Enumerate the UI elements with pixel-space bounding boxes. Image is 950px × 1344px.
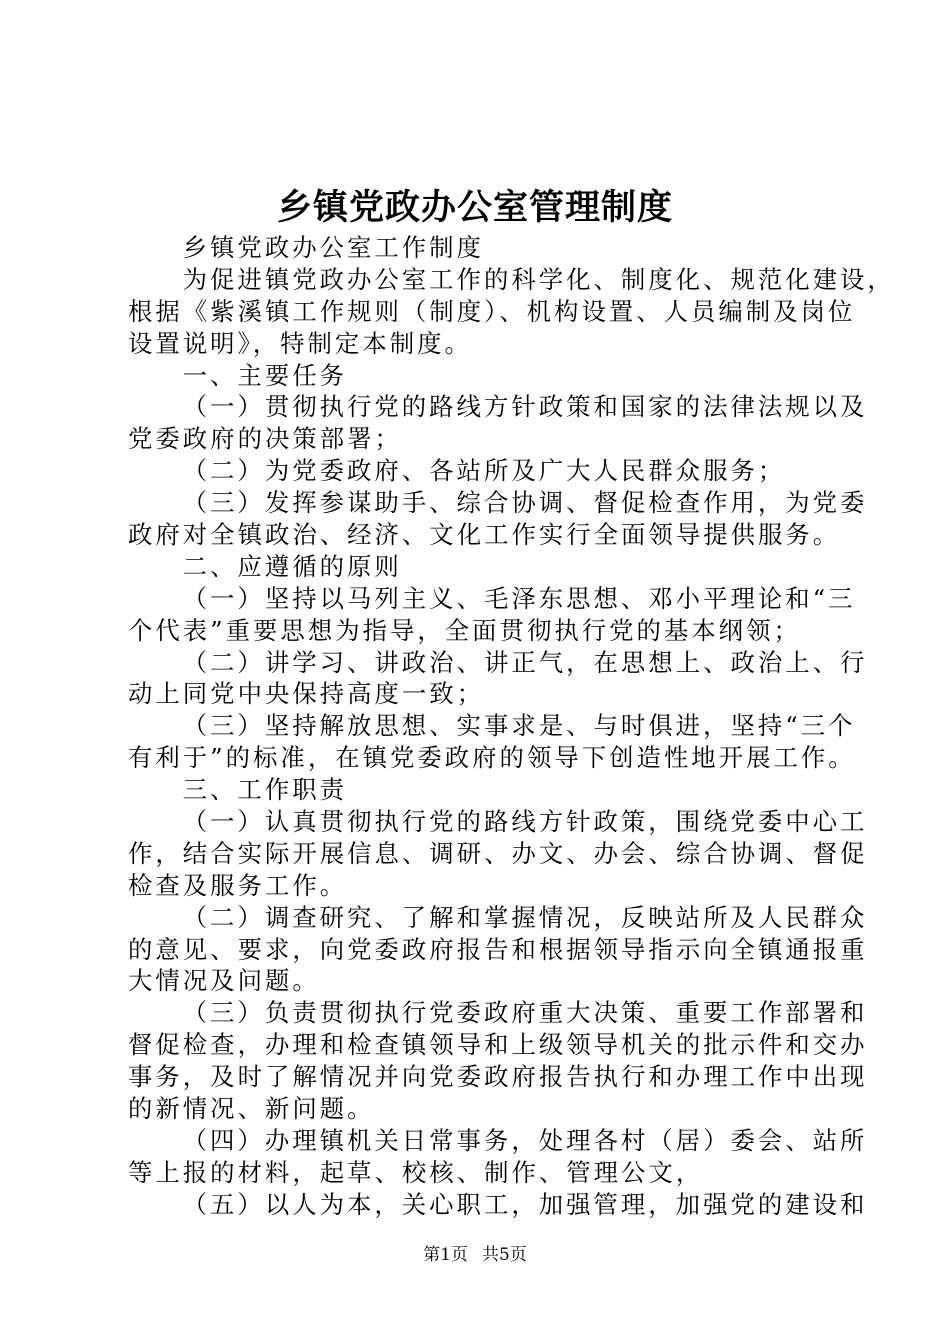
text-line: 大情况及问题。: [128, 966, 320, 996]
text-line: （一）贯彻执行党的路线方针政策和国家的法律法规以及: [182, 392, 868, 422]
text-line: （一）认真贯彻执行党的路线方针政策，围绕党委中心工: [182, 807, 868, 837]
text-line: 一、主要任务: [182, 360, 347, 390]
text-line: （五）以人为本，关心职工，加强管理，加强党的建设和: [182, 1189, 868, 1219]
text-line: 设置说明》，特制定本制度。: [128, 328, 472, 358]
text-line: 二、应遵循的原则: [182, 551, 402, 581]
text-line: 党委政府的决策部署；: [128, 424, 402, 454]
page-total: 共5页: [482, 1245, 527, 1265]
page-number: 第1页: [423, 1245, 468, 1265]
text-line: 的意见、要求，向党委政府报告和根据领导指示向全镇通报重: [128, 934, 868, 964]
text-line: 的新情况、新问题。: [128, 1094, 375, 1124]
text-line: 乡镇党政办公室工作制度: [182, 233, 484, 262]
text-line: （二）讲学习、讲政治、讲正气，在思想上、政治上、行: [182, 647, 868, 677]
text-line: 根据《紫溪镇工作规则（制度）、机构设置、人员编制及岗位: [128, 296, 856, 326]
document-title: 乡镇党政办公室管理制度: [276, 187, 673, 228]
text-line: （三）坚持解放思想、实事求是、与时俱进，坚持“三个: [182, 711, 856, 741]
text-line: 检查及服务工作。: [128, 870, 348, 900]
page-footer: [0, 1243, 950, 1267]
text-line: 等上报的材料，起草、校核、制作、管理公文，: [128, 1157, 704, 1187]
text-line: （一）坚持以马列主义、毛泽东思想、邓小平理论和“三: [182, 583, 856, 613]
text-line: （二）为党委政府、各站所及广大人民群众服务；: [182, 456, 786, 486]
text-line: （三）发挥参谋助手、综合协调、督促检查作用，为党委: [182, 488, 868, 518]
text-line: 政府对全镇政治、经济、文化工作实行全面领导提供服务。: [128, 520, 841, 550]
text-line: 动上同党中央保持高度一致；: [128, 679, 485, 709]
document-body: [128, 232, 895, 1221]
text-line: （二）调查研究、了解和掌握情况，反映站所及人民群众: [182, 902, 868, 932]
text-line: 为促进镇党政办公室工作的科学化、制度化、规范化建设，: [182, 264, 895, 294]
text-line: 有利于”的标准，在镇党委政府的领导下创造性地开展工作。: [128, 743, 856, 773]
text-line: 事务，及时了解情况并向党委政府报告执行和办理工作中出现: [128, 1062, 868, 1092]
text-line: （三）负责贯彻执行党委政府重大决策、重要工作部署和: [182, 998, 868, 1028]
text-line: 个代表”重要思想为指导，全面贯彻执行党的基本纲领；: [128, 615, 801, 645]
text-line: 督促检查，办理和检查镇领导和上级领导机关的批示件和交办: [128, 1030, 868, 1060]
text-line: （四）办理镇机关日常事务，处理各村（居）委会、站所: [182, 1125, 868, 1155]
text-line: 三、工作职责: [182, 775, 347, 805]
text-line: 作，结合实际开展信息、调研、办文、办会、综合协调、督促: [128, 838, 868, 868]
